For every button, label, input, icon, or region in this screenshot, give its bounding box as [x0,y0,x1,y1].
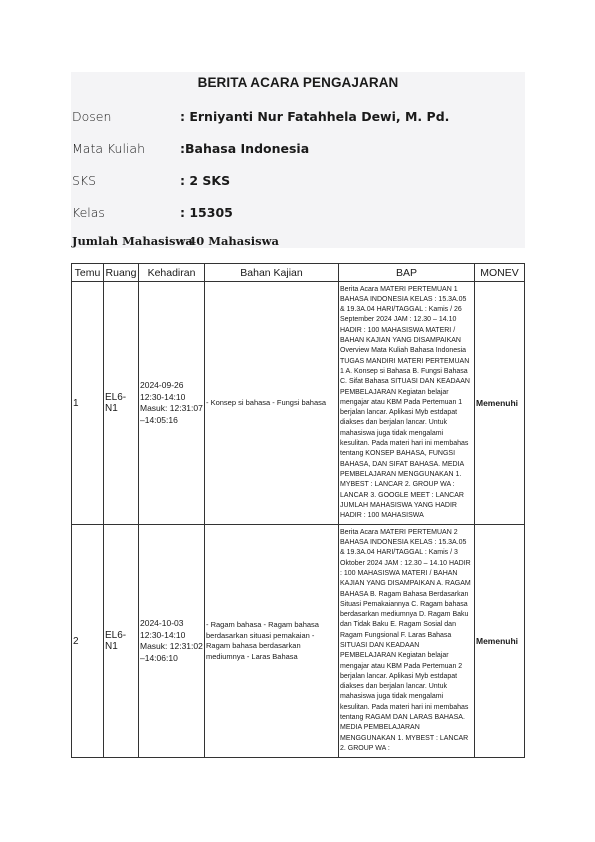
monev-cell: Memenuhi [475,282,525,525]
monev-cell: Memenuhi [475,525,525,758]
table-row [72,282,525,525]
document-title: BERITA ACARA PENGAJARAN [197,75,399,90]
jumlah-mahasiswa-label: Jumlah Mahasiswa [72,234,193,248]
mata-kuliah-label: Mata Kuliah [72,141,146,156]
dosen-label: Dosen [72,109,112,124]
bap-cell: Berita Acara MATERI PERTEMUAN 2 BAHASA INDONESIA KELAS : 15.3A.05 & 19.3A.04 HARI/TAGGAL : Kamis / 3 Oktober 2024 JAM : 12.30 – 14.10 HADIR : 100 MAHASISWA MATERI / BAHAN KAJIAN YANG DISAMPAIKAN A. RAGAM BAHASA B. Ragam Bahasa Berdasarkan Situasi Pemakaiannya C. Ragam bahasa berdasarkan mediumnya D. Ragam Baku dan Tidak Baku E. Ragam Sosial dan Ragam Fungsional F. Laras Bahasa SITUASI DAN KEADAAN PEMBELAJARAN Kegiatan belajar mengajar atau KBM Pada Pertemuan 2 berjalan lancar. Aplikasi Myb estdapat diakses dan berjalan lancar. Untuk mahasiswa juga tidak mengalami kesulitan. Pada materi hari ini membahas tentang RAGAM DAN LARAS BAHASA. MEDIA PEMBELAJARAN MENGGUNAKAN 1. MYBEST : LANCAR 2. GROUP WA : [339,525,475,758]
kehadiran-cell: 2024-09-26 12:30-14:10 Masuk: 12:31:07 –14:05:16 [139,282,205,525]
mata-kuliah-value: :Bahasa Indonesia [180,141,310,156]
bahan-kajian-cell: - Ragam bahasa - Ragam bahasa berdasarkan situasi pemakaian - Ragam bahasa berdasarkan mediumnya - Laras Bahasa [205,525,339,758]
kelas-label: Kelas [72,205,105,220]
table-row [72,525,525,758]
header-monev: MONEV [475,264,525,282]
kehadiran-cell: 2024-10-03 12:30-14:10 Masuk: 12:31:02 –14:06:10 [139,525,205,758]
dosen-value: : Erniyanti Nur Fatahhela Dewi, M. Pd. [180,109,450,124]
ruang-cell: EL6-N1 [104,282,139,525]
header-temu: Temu [72,264,104,282]
sks-label: SKS [72,173,97,188]
temu-cell: 1 [72,282,104,525]
jumlah-mahasiswa-value: : 40 Mahasiswa [180,234,279,248]
ruang-cell: EL6-N1 [104,525,139,758]
bap-cell: Berita Acara MATERI PERTEMUAN 1 BAHASA INDONESIA KELAS : 15.3A.05 & 19.3A.04 HARI/TAGGAL : Kamis / 26 September 2024 JAM : 12.30 – 14.10 HADIR : 100 MAHASISWA MATERI / BAHAN KAJIAN YANG DISAMPAIKAN Overview Mata Kuliah Bahasa Indonesia TUGAS MANDIRI MATERI PERTEMUAN 1 A. Konsep si Bahasa B. Fungsi Bahasa C. Sifat Bahasa SITUASI DAN KEADAAN PEMBELAJARAN Kegiatan belajar mengajar atau KBM Pada Pertemuan 1 berjalan lancar. Aplikasi Myb estdapat diakses dan berjalan lancar. Untuk mahasiswa juga tidak mengalami kesulitan. Pada materi hari ini membahas tentang KONSEP BAHASA, FUNGSI BAHASA, DAN SIFAT BAHASA. MEDIA PEMBELAJARAN MENGGUNAKAN 1. MYBEST : LANCAR 2. GROUP WA : LANCAR 3. GOOGLE MEET : LANCAR JUMLAH MAHASISWA YANG HADIR HADIR : 100 MAHASISWA [339,282,475,525]
kelas-value: : 15305 [180,205,233,220]
header-kehadiran: Kehadiran [139,264,205,282]
bap-table [71,263,525,758]
header-bahan-kajian: Bahan Kajian [205,264,339,282]
header-info-panel [71,72,525,248]
header-bap: BAP [339,264,475,282]
header-ruang: Ruang [104,264,139,282]
bahan-kajian-cell: - Konsep si bahasa - Fungsi bahasa [205,282,339,525]
table-header-row [72,264,525,282]
temu-cell: 2 [72,525,104,758]
sks-value: : 2 SKS [180,173,231,188]
